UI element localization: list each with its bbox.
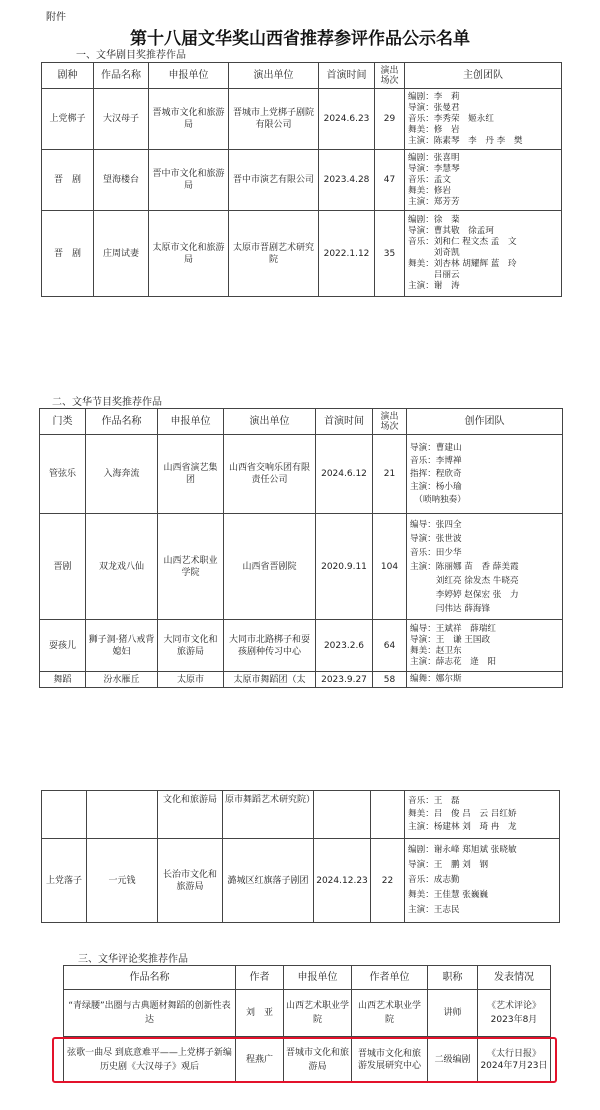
count-cell: 58 (373, 672, 407, 688)
work-cell: 双龙戏八仙 (86, 514, 158, 620)
pub-cell: 《太行日报》2024年7月23日 (478, 1037, 551, 1083)
count-cell: 21 (373, 435, 407, 514)
date-cell: 2024.6.12 (316, 435, 373, 514)
performer-cell: 晋城市上党梆子剧院有限公司 (229, 89, 319, 150)
team-line: 主演：薛志花 逄 阳 (410, 656, 496, 667)
work-cell: 大汉母子 (94, 89, 149, 150)
work-cell: 一元钱 (87, 839, 158, 923)
team-line: 音乐：田少华 (410, 547, 462, 558)
section1-heading: 一、文华剧目奖推荐作品 (76, 50, 186, 61)
team-cell (405, 89, 562, 150)
count-cell: 29 (375, 89, 405, 150)
table-row (42, 791, 560, 839)
team-line: 导演：曹其敬 徐孟珂 (408, 226, 494, 236)
table-row (42, 150, 562, 211)
date-cell: 2023.9.27 (316, 672, 373, 688)
table-row (64, 990, 551, 1037)
col-header: 申报单位 (149, 63, 229, 89)
team-line: 导演：王 鹏 刘 钢 (408, 860, 489, 870)
count-cell: 104 (373, 514, 407, 620)
date-cell: 2023.2.6 (316, 620, 373, 672)
performer-cell: 山西省交响乐团有限责任公司 (224, 435, 316, 514)
team-line: 编舞：娜尔斯 (410, 674, 462, 684)
genre-cell (42, 791, 87, 839)
team-line: 主演：谢 涛 (408, 281, 460, 291)
work-cell: 望海楼台 (94, 150, 149, 211)
section2-heading: 二、文华节目奖推荐作品 (52, 397, 162, 408)
applicant-cell: 大同市文化和旅游局 (158, 620, 224, 672)
col-header: 发表情况 (478, 966, 551, 990)
genre-cell: 上党落子 (42, 839, 87, 923)
table-row (40, 514, 563, 620)
table-header-row (64, 966, 551, 990)
count-cell: 64 (373, 620, 407, 672)
team-line: 编剧：谢永峰 郑旭斌 张晓敏 (408, 845, 517, 855)
team-line: 音乐：成志勤 (408, 875, 460, 885)
genre-cell: 晋 剧 (42, 150, 94, 211)
col-header: 门类 (40, 409, 86, 435)
applicant-cell: 晋中市文化和旅游局 (149, 150, 229, 211)
date-cell (314, 791, 371, 839)
team-line: 导演：王 谦 王国政 (410, 634, 491, 645)
table-header-row (40, 409, 563, 435)
team-line: 李婷婷 赵保宏 张 力 (410, 589, 519, 600)
team-line: 吕丽云 (408, 270, 460, 280)
table-row (40, 620, 563, 672)
col-header: 创作团队 (407, 409, 563, 435)
team-line: 闫伟达 薛海锋 (410, 603, 491, 614)
highlight-box (52, 1037, 557, 1083)
table-row (40, 435, 563, 514)
table-drama (41, 62, 562, 297)
team-cell (407, 435, 563, 514)
team-line: 音乐：王 磊 (408, 796, 460, 806)
col-header: 演出单位 (224, 409, 316, 435)
team-line: 导演：曹建山 (410, 442, 462, 453)
team-line: 舞美：刘杏林 胡耀辉 蓝 玲 (408, 259, 517, 269)
applicant-cell: 长治市文化和旅游局 (158, 839, 223, 923)
count-cell (371, 791, 405, 839)
genre-cell: 晋 剧 (42, 211, 94, 297)
col-header: 作品名称 (94, 63, 149, 89)
team-line: 编剧：徐 棻 (408, 215, 460, 225)
team-line: 编剧：李 莉 (408, 91, 460, 102)
applicant-cell: 山西艺术职业学院 (158, 514, 224, 620)
genre-cell: 上党梆子 (42, 89, 94, 150)
team-line: 舞美：吕 俊 吕 云 吕红娇 (408, 809, 517, 819)
team-line: 导演：张世波 (410, 533, 462, 544)
team-line: 编剧：张喜明 (408, 152, 460, 163)
performer-cell: 大同市北路梆子和耍孩剧种传习中心 (224, 620, 316, 672)
team-line: 指挥：程欣奇 (410, 468, 462, 479)
count-cell: 47 (375, 150, 405, 211)
team-line: 主演：陈素琴 李 丹 李 樊 (408, 135, 523, 146)
team-line: 编导：张四全 (410, 519, 462, 530)
work-cell: 狮子洞·猪八戒背媳妇 (86, 620, 158, 672)
unit-cell: 山西艺术职业学院 (352, 990, 428, 1037)
team-line: 刘奇凯 (408, 248, 460, 258)
col-header: 作品名称 (64, 966, 236, 990)
team-line: （唢呐独奏） (410, 494, 466, 505)
applicant-cell: 文化和旅游局 (158, 791, 223, 839)
team-line: 主演：郑芳芳 (408, 196, 460, 207)
work-cell: 弦歌一曲尽 到底意难平——上党梆子新编历史剧《大汉母子》观后 (64, 1037, 236, 1083)
performer-cell: 太原市晋剧艺术研究院 (229, 211, 319, 297)
performer-cell: 原市舞蹈艺术研究院） (223, 791, 314, 839)
performer-cell: 晋中市演艺有限公司 (229, 150, 319, 211)
table-header-row (42, 63, 562, 89)
table-row (42, 211, 562, 297)
col-header: 职称 (428, 966, 478, 990)
applicant-cell: 太原市 (158, 672, 224, 688)
table-row (40, 672, 563, 688)
team-line: 舞美：修岩 (408, 185, 451, 196)
team-cell (407, 514, 563, 620)
table-row (42, 89, 562, 150)
date-cell: 2023.4.28 (319, 150, 375, 211)
applicant-cell: 晋城市文化和旅游局 (284, 1037, 352, 1083)
team-line: 导演：张曼君 (408, 102, 460, 113)
team-line: 主演：杨建林 刘 琦 冉 龙 (408, 822, 517, 832)
table-program (39, 408, 563, 688)
team-cell (407, 620, 563, 672)
work-cell (87, 791, 158, 839)
team-cell (405, 839, 560, 923)
genre-cell: 管弦乐 (40, 435, 86, 514)
team-line: 导演：李慧琴 (408, 163, 460, 174)
col-header: 主创团队 (405, 63, 562, 89)
rank-cell: 二级编剧 (428, 1037, 478, 1083)
team-line: 刘红亮 徐发杰 牛晓亮 (410, 575, 519, 586)
genre-cell: 舞蹈 (40, 672, 86, 688)
rank-cell: 讲师 (428, 990, 478, 1037)
col-header: 演出单位 (229, 63, 319, 89)
work-cell: “青绿腰”出圈与古典题材舞蹈的创新性表达 (64, 990, 236, 1037)
col-header: 作者单位 (352, 966, 428, 990)
date-cell: 2024.6.23 (319, 89, 375, 150)
col-header: 演出场次 (373, 409, 407, 435)
author-cell: 刘 亚 (236, 990, 284, 1037)
page-break-gap (0, 688, 600, 790)
date-cell: 2024.12.23 (314, 839, 371, 923)
applicant-cell: 太原市文化和旅游局 (149, 211, 229, 297)
col-header: 首演时间 (316, 409, 373, 435)
team-line: 主演：王志民 (408, 905, 460, 915)
col-header: 演出场次 (375, 63, 405, 89)
work-cell: 入海奔流 (86, 435, 158, 514)
col-header: 首演时间 (319, 63, 375, 89)
count-cell: 35 (375, 211, 405, 297)
performer-cell: 潞城区红旗落子剧团 (223, 839, 314, 923)
performer-cell: 太原市舞蹈团（太 (224, 672, 316, 688)
unit-cell: 晋城市文化和旅游发展研究中心 (352, 1037, 428, 1083)
applicant-cell: 山西艺术职业学院 (284, 990, 352, 1037)
team-line: 主演：杨小瑜 (410, 481, 462, 492)
team-line: 舞美：赵卫东 (410, 645, 462, 656)
team-cell (405, 211, 562, 297)
date-cell: 2020.9.11 (316, 514, 373, 620)
team-line: 音乐：孟文 (408, 174, 451, 185)
count-cell: 22 (371, 839, 405, 923)
table-program-cont (41, 790, 560, 923)
team-line: 舞美：王佳慧 张巍巍 (408, 890, 489, 900)
applicant-cell: 晋城市文化和旅游局 (149, 89, 229, 150)
work-cell: 庄周试妻 (94, 211, 149, 297)
team-line: 音乐：李博禅 (410, 455, 462, 466)
pub-cell: 《艺术评论》2023年8月 (478, 990, 551, 1037)
work-cell: 汾水雁丘 (86, 672, 158, 688)
team-line: 主演：陈丽娜 苗 香 薛美霞 (410, 561, 519, 572)
col-header: 作者 (236, 966, 284, 990)
col-header: 申报单位 (284, 966, 352, 990)
genre-cell: 晋剧 (40, 514, 86, 620)
team-line: 音乐：李秀荣 姬永红 (408, 113, 494, 124)
author-cell: 程燕广 (236, 1037, 284, 1083)
team-cell (407, 672, 563, 688)
section3-heading: 三、文华评论奖推荐作品 (78, 954, 188, 965)
table-row (42, 839, 560, 923)
team-line: 舞美：修 岩 (408, 124, 460, 135)
date-cell: 2022.1.12 (319, 211, 375, 297)
genre-cell: 耍孩儿 (40, 620, 86, 672)
col-header: 剧种 (42, 63, 94, 89)
attachment-label: 附件 (46, 12, 66, 23)
col-header: 申报单位 (158, 409, 224, 435)
team-cell (405, 791, 560, 839)
applicant-cell: 山西省演艺集团 (158, 435, 224, 514)
team-line: 编导：王斌祥 薛瑞红 (410, 623, 496, 634)
team-line: 音乐：刘和仁 程文杰 孟 文 (408, 237, 517, 247)
col-header: 作品名称 (86, 409, 158, 435)
page-title: 第十八届文华奖山西省推荐参评作品公示名单 (130, 29, 470, 49)
performer-cell: 山西省晋剧院 (224, 514, 316, 620)
team-cell (405, 150, 562, 211)
